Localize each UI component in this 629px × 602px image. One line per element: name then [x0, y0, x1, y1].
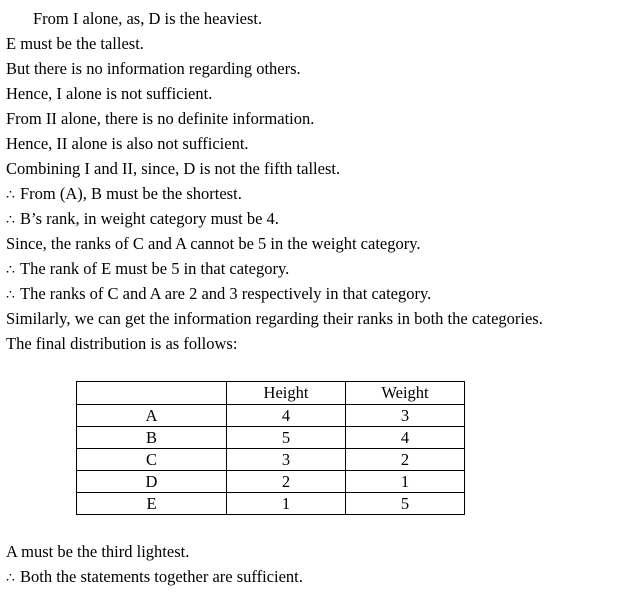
text-line [6, 209, 279, 231]
therefore-symbol: ∴ [6, 213, 15, 228]
table-cell: A [77, 405, 227, 427]
text-line [6, 284, 431, 306]
table-cell: 1 [346, 471, 465, 493]
table-cell: 5 [227, 427, 346, 449]
text-line: Combining I and II, since, D is not the fifth tallest. [6, 159, 341, 178]
therefore-symbol: ∴ [6, 571, 15, 586]
text-line-content: The ranks of C and A are 2 and 3 respectively in that category. [20, 284, 432, 303]
text-line: From II alone, there is no definite information. [6, 109, 315, 128]
table-row [77, 427, 465, 449]
text-line: A must be the third lightest. [6, 542, 190, 561]
text-line [6, 184, 242, 206]
text-line: Similarly, we can get the information regarding their ranks in both the categories. [6, 309, 543, 328]
text-line: The final distribution is as follows: [6, 334, 238, 353]
table-cell: 2 [346, 449, 465, 471]
text-line: Since, the ranks of C and A cannot be 5 in the weight category. [6, 234, 421, 253]
table-cell: 2 [227, 471, 346, 493]
text-line-content: The rank of E must be 5 in that category. [20, 259, 290, 278]
table-cell: D [77, 471, 227, 493]
table-cell: 4 [227, 405, 346, 427]
text-line [6, 567, 303, 589]
table-cell: C [77, 449, 227, 471]
text-line: But there is no information regarding others. [6, 59, 301, 78]
table-header-row [77, 382, 465, 405]
text-line: From I alone, as, D is the heaviest. [33, 9, 263, 28]
table-cell: 3 [227, 449, 346, 471]
text-line: Hence, I alone is not sufficient. [6, 84, 213, 103]
table-cell: 4 [346, 427, 465, 449]
table-row [77, 449, 465, 471]
table-header-weight: Weight [346, 382, 465, 405]
table-cell: B [77, 427, 227, 449]
text-line: E must be the tallest. [6, 34, 144, 53]
therefore-symbol: ∴ [6, 288, 15, 303]
text-line-content: From (A), B must be the shortest. [20, 184, 242, 203]
text-line: Hence, II alone is also not sufficient. [6, 134, 249, 153]
table-row [77, 471, 465, 493]
table-cell: 5 [346, 493, 465, 515]
table-header-height: Height [227, 382, 346, 405]
table-header-cell [77, 382, 227, 405]
table-cell: 3 [346, 405, 465, 427]
distribution-table [76, 381, 465, 515]
therefore-symbol: ∴ [6, 188, 15, 203]
table-cell: E [77, 493, 227, 515]
table-row [77, 493, 465, 515]
text-line [6, 259, 289, 281]
therefore-symbol: ∴ [6, 263, 15, 278]
table-row [77, 405, 465, 427]
text-line-content: B’s rank, in weight category must be 4. [20, 209, 279, 228]
text-line-content: Both the statements together are sufficient. [20, 567, 303, 586]
table-cell: 1 [227, 493, 346, 515]
